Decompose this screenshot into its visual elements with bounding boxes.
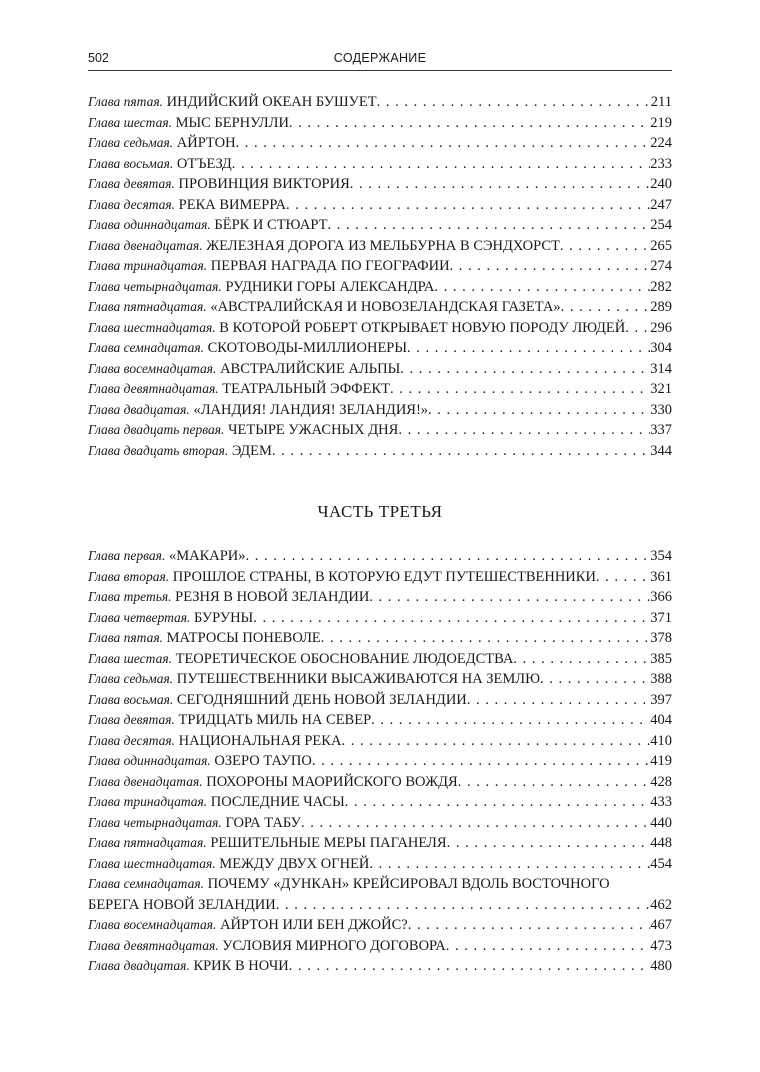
dot-leader — [236, 133, 651, 154]
toc-entry — [88, 567, 672, 588]
chapter-page-number: 330 — [650, 401, 672, 418]
toc-entry — [88, 441, 672, 462]
toc-entry — [88, 936, 672, 957]
chapter-page-number: 378 — [650, 630, 672, 646]
toc-entry — [88, 772, 672, 793]
chapter-label: Глава двадцать вторая. — [88, 442, 229, 458]
chapter-title: «АВСТРАЛИЙСКАЯ И НОВОЗЕЛАНДСКАЯ ГАЗЕТА» — [210, 299, 561, 315]
dot-leader — [407, 338, 650, 359]
chapter-title: «ЛАНДИЯ! ЛАНДИЯ! ЗЕЛАНДИЯ!» — [193, 401, 429, 418]
chapter-title: ЭДЕМ — [231, 442, 272, 459]
chapter-title: ЧЕТЫРЕ УЖАСНЫХ ДНЯ — [228, 422, 399, 438]
toc-entry — [88, 174, 672, 195]
dot-leader — [289, 113, 650, 134]
chapter-page-number: 314 — [650, 360, 672, 377]
toc-part-three — [88, 546, 672, 977]
chapter-page-number: 462 — [650, 896, 672, 913]
chapter-label: Глава одиннадцатая. — [88, 217, 211, 232]
dot-leader — [246, 546, 651, 567]
dot-leader — [540, 669, 650, 690]
chapter-title: ПРОВИНЦИЯ ВИКТОРИЯ — [178, 176, 350, 192]
chapter-page-number: 361 — [650, 568, 672, 585]
chapter-label: Глава восьмая. — [88, 691, 174, 707]
dot-leader — [345, 792, 651, 813]
dot-leader — [377, 92, 651, 113]
toc-entry — [88, 608, 672, 629]
toc-entry — [88, 215, 672, 236]
toc-entry — [88, 669, 672, 690]
toc-entry — [88, 400, 672, 421]
chapter-page-number: 473 — [650, 937, 672, 954]
dot-leader — [467, 690, 650, 711]
chapter-label: Глава двенадцатая. — [88, 773, 203, 789]
chapter-label: Глава двенадцатая. — [88, 237, 203, 253]
chapter-page-number: 433 — [650, 794, 672, 810]
dot-leader — [369, 854, 650, 875]
chapter-label: Глава девятнадцатая. — [88, 937, 219, 953]
dot-leader — [561, 297, 651, 318]
chapter-title: ПЕРВАЯ НАГРАДА ПО ГЕОГРАФИИ — [210, 258, 450, 274]
toc-entry — [88, 690, 672, 711]
chapter-title: ПОХОРОНЫ МАОРИЙСКОГО ВОЖДЯ — [206, 773, 458, 790]
chapter-title: В КОТОРОЙ РОБЕРТ ОТКРЫВАЕТ НОВУЮ ПОРОДУ ЛЮДЕЙ — [219, 319, 626, 336]
toc-entry — [88, 154, 672, 175]
dot-leader — [371, 710, 650, 731]
chapter-label: Глава семнадцатая. — [88, 876, 204, 891]
dot-leader — [232, 154, 651, 175]
chapter-label: Глава четырнадцатая. — [88, 278, 222, 294]
chapter-title: ПУТЕШЕСТВЕННИКИ ВЫСАЖИВАЮТСЯ НА ЗЕМЛЮ — [176, 671, 541, 687]
dot-leader — [408, 915, 651, 936]
chapter-title: СЕГОДНЯШНИЙ ДЕНЬ НОВОЙ ЗЕЛАНДИИ — [176, 691, 467, 708]
toc-entry — [88, 751, 672, 772]
chapter-title: ГОРА ТАБУ — [225, 814, 301, 831]
dot-leader — [434, 277, 650, 298]
chapter-title: ЖЕЛЕЗНАЯ ДОРОГА ИЗ МЕЛЬБУРНА В СЭНДХОРСТ — [206, 237, 560, 254]
chapter-label: Глава пятнадцатая. — [88, 835, 207, 850]
dot-leader — [369, 587, 650, 608]
chapter-label: Глава восьмая. — [88, 155, 174, 171]
chapter-page-number: 440 — [650, 814, 672, 831]
chapter-label: Глава восемнадцатая. — [88, 360, 217, 376]
chapter-label: Глава шестая. — [88, 650, 172, 666]
toc-entry — [88, 587, 672, 608]
toc-entry — [88, 546, 672, 567]
chapter-label: Глава шестнадцатая. — [88, 855, 216, 871]
chapter-title: БУРУНЫ — [194, 609, 254, 626]
chapter-title: ПОЧЕМУ «ДУНКАН» КРЕЙСИРОВАЛ ВДОЛЬ ВОСТОЧНОГО — [207, 876, 610, 892]
chapter-page-number: 480 — [650, 958, 672, 974]
part-three-heading: ЧАСТЬ ТРЕТЬЯ — [317, 502, 443, 521]
chapter-label: Глава четвертая. — [88, 609, 191, 625]
chapter-page-number: 428 — [650, 773, 672, 790]
chapter-page-number: 296 — [650, 319, 672, 336]
chapter-title: АЙРТОН ИЛИ БЕН ДЖОЙС? — [220, 917, 408, 933]
chapter-page-number: 304 — [650, 340, 672, 356]
chapter-label: Глава шестнадцатая. — [88, 319, 216, 335]
chapter-label: Глава десятая. — [88, 732, 176, 748]
chapter-page-number: 233 — [650, 155, 672, 172]
chapter-title: «МАКАРИ» — [168, 548, 246, 564]
chapter-page-number: 385 — [650, 650, 672, 667]
toc-entry — [88, 113, 672, 134]
chapter-label: Глава седьмая. — [88, 135, 174, 150]
toc-entry-continuation — [88, 895, 672, 916]
chapter-title: ПОСЛЕДНИЕ ЧАСЫ — [210, 794, 345, 810]
dot-leader — [341, 731, 650, 752]
dot-leader — [450, 256, 651, 277]
dot-leader — [286, 195, 650, 216]
chapter-page-number: 354 — [650, 548, 672, 564]
chapter-title: ТЕОРЕТИЧЕСКОЕ ОБОСНОВАНИЕ ЛЮДОЕДСТВА — [175, 650, 514, 667]
chapter-title: РУДНИКИ ГОРЫ АЛЕКСАНДРА — [225, 278, 435, 295]
dot-leader — [253, 608, 650, 629]
chapter-page-number: 344 — [650, 442, 672, 459]
chapter-title: БЁРК И СТЮАРТ — [214, 217, 328, 233]
dot-leader — [350, 174, 651, 195]
dot-leader — [321, 628, 650, 649]
chapter-title: КРИК В НОЧИ — [193, 958, 289, 974]
chapter-label: Глава одиннадцатая. — [88, 753, 211, 768]
chapter-label: Глава третья. — [88, 589, 172, 604]
dot-leader — [390, 379, 650, 400]
chapter-label: Глава двадцатая. — [88, 401, 190, 417]
chapter-title: АЙРТОН — [176, 135, 236, 151]
toc-entry — [88, 915, 672, 936]
dot-leader — [272, 441, 650, 462]
toc-entry — [88, 792, 672, 813]
chapter-page-number: 337 — [650, 422, 672, 438]
running-title: СОДЕРЖАНИЕ — [333, 51, 427, 65]
chapter-page-number: 397 — [650, 691, 672, 708]
toc-entry — [88, 833, 672, 854]
toc-entry — [88, 379, 672, 400]
chapter-label: Глава четырнадцатая. — [88, 814, 222, 830]
chapter-label: Глава пятая. — [88, 94, 163, 109]
chapter-page-number: 282 — [650, 278, 672, 295]
chapter-page-number: 289 — [650, 299, 672, 315]
toc-entry — [88, 256, 672, 277]
chapter-title: РЕШИТЕЛЬНЫЕ МЕРЫ ПАГАНЕЛЯ — [210, 835, 447, 851]
dot-leader — [560, 236, 650, 257]
chapter-label: Глава пятнадцатая. — [88, 299, 207, 314]
chapter-label: Глава девятая. — [88, 712, 175, 727]
chapter-page-number: 265 — [650, 237, 672, 254]
toc-entry — [88, 420, 672, 441]
chapter-label: Глава девятая. — [88, 176, 175, 191]
chapter-title: ОЗЕРО ТАУПО — [214, 753, 312, 769]
chapter-page-number: 274 — [650, 258, 672, 274]
toc-entry — [88, 338, 672, 359]
toc-entry — [88, 133, 672, 154]
toc-entry — [88, 318, 672, 339]
chapter-page-number: 448 — [650, 835, 672, 851]
chapter-label: Глава двадцатая. — [88, 958, 190, 973]
page-number: 502 — [88, 51, 109, 65]
toc-entry — [88, 854, 672, 875]
chapter-title: РЕЗНЯ В НОВОЙ ЗЕЛАНДИИ — [175, 589, 370, 605]
chapter-title: ТРИДЦАТЬ МИЛЬ НА СЕВЕР — [178, 712, 372, 728]
chapter-label: Глава восемнадцатая. — [88, 917, 217, 932]
toc-entry — [88, 628, 672, 649]
chapter-label: Глава девятнадцатая. — [88, 381, 219, 396]
toc-entry — [88, 813, 672, 834]
chapter-label: Глава тринадцатая. — [88, 794, 208, 809]
chapter-title: МЫС БЕРНУЛЛИ — [175, 114, 289, 131]
chapter-title: МЕЖДУ ДВУХ ОГНЕЙ — [219, 855, 370, 872]
chapter-title: МАТРОСЫ ПОНЕВОЛЕ — [166, 630, 321, 646]
toc-entry — [88, 195, 672, 216]
chapter-title: ТЕАТРАЛЬНЫЙ ЭФФЕКТ — [222, 381, 390, 397]
toc-entry — [88, 649, 672, 670]
dot-leader — [301, 813, 650, 834]
dot-leader — [276, 895, 651, 916]
chapter-page-number: 224 — [650, 135, 672, 151]
chapter-title: ОТЪЕЗД — [176, 155, 232, 172]
chapter-page-number: 454 — [650, 855, 672, 872]
chapter-page-number: 410 — [650, 732, 672, 749]
chapter-page-number: 254 — [650, 217, 672, 233]
dot-leader — [458, 772, 651, 793]
chapter-page-number: 240 — [650, 176, 672, 192]
dot-leader — [327, 215, 650, 236]
chapter-page-number: 219 — [650, 114, 672, 131]
toc-part-two — [88, 92, 672, 461]
chapter-title-continuation: БЕРЕГА НОВОЙ ЗЕЛАНДИИ — [88, 896, 276, 913]
chapter-page-number: 366 — [650, 589, 672, 605]
chapter-label: Глава тринадцатая. — [88, 258, 208, 273]
chapter-page-number: 419 — [650, 753, 672, 769]
dot-leader — [312, 751, 650, 772]
chapter-label: Глава шестая. — [88, 114, 172, 130]
chapter-page-number: 247 — [650, 196, 672, 213]
chapter-title: НАЦИОНАЛЬНАЯ РЕКА — [178, 732, 342, 749]
chapter-label: Глава пятая. — [88, 630, 163, 645]
chapter-label: Глава вторая. — [88, 568, 170, 584]
chapter-title: АВСТРАЛИЙСКИЕ АЛЬПЫ — [220, 360, 401, 377]
dot-leader — [428, 400, 650, 421]
chapter-title: РЕКА ВИМЕРРА — [178, 196, 286, 213]
chapter-page-number: 371 — [650, 609, 672, 626]
toc-entry — [88, 92, 672, 113]
chapter-page-number: 321 — [650, 381, 672, 397]
chapter-page-number: 467 — [650, 917, 672, 933]
toc-entry — [88, 956, 672, 977]
chapter-title: УСЛОВИЯ МИРНОГО ДОГОВОРА — [222, 937, 446, 954]
dot-leader — [289, 956, 651, 977]
chapter-label: Глава десятая. — [88, 196, 176, 212]
toc-entry — [88, 236, 672, 257]
chapter-title: СКОТОВОДЫ-МИЛЛИОНЕРЫ — [207, 340, 408, 356]
chapter-title: ПРОШЛОЕ СТРАНЫ, В КОТОРУЮ ЕДУТ ПУТЕШЕСТВЕННИКИ — [172, 568, 596, 585]
toc-entry — [88, 731, 672, 752]
chapter-page-number: 404 — [650, 712, 672, 728]
dot-leader — [596, 567, 650, 588]
running-header — [88, 50, 672, 71]
dot-leader — [625, 318, 650, 339]
dot-leader — [513, 649, 650, 670]
chapter-label: Глава семнадцатая. — [88, 340, 204, 355]
dot-leader — [447, 833, 651, 854]
chapter-label: Глава седьмая. — [88, 671, 174, 686]
toc-entry — [88, 710, 672, 731]
chapter-title: ИНДИЙСКИЙ ОКЕАН БУШУЕТ — [166, 94, 377, 110]
toc-entry — [88, 359, 672, 380]
chapter-page-number: 211 — [650, 94, 672, 110]
chapter-label: Глава двадцать первая. — [88, 422, 225, 437]
chapter-page-number: 388 — [650, 671, 672, 687]
toc-entry — [88, 277, 672, 298]
dot-leader — [446, 936, 651, 957]
chapter-label: Глава первая. — [88, 548, 166, 563]
dot-leader — [400, 359, 650, 380]
dot-leader — [398, 420, 650, 441]
toc-entry — [88, 874, 672, 895]
toc-entry — [88, 297, 672, 318]
